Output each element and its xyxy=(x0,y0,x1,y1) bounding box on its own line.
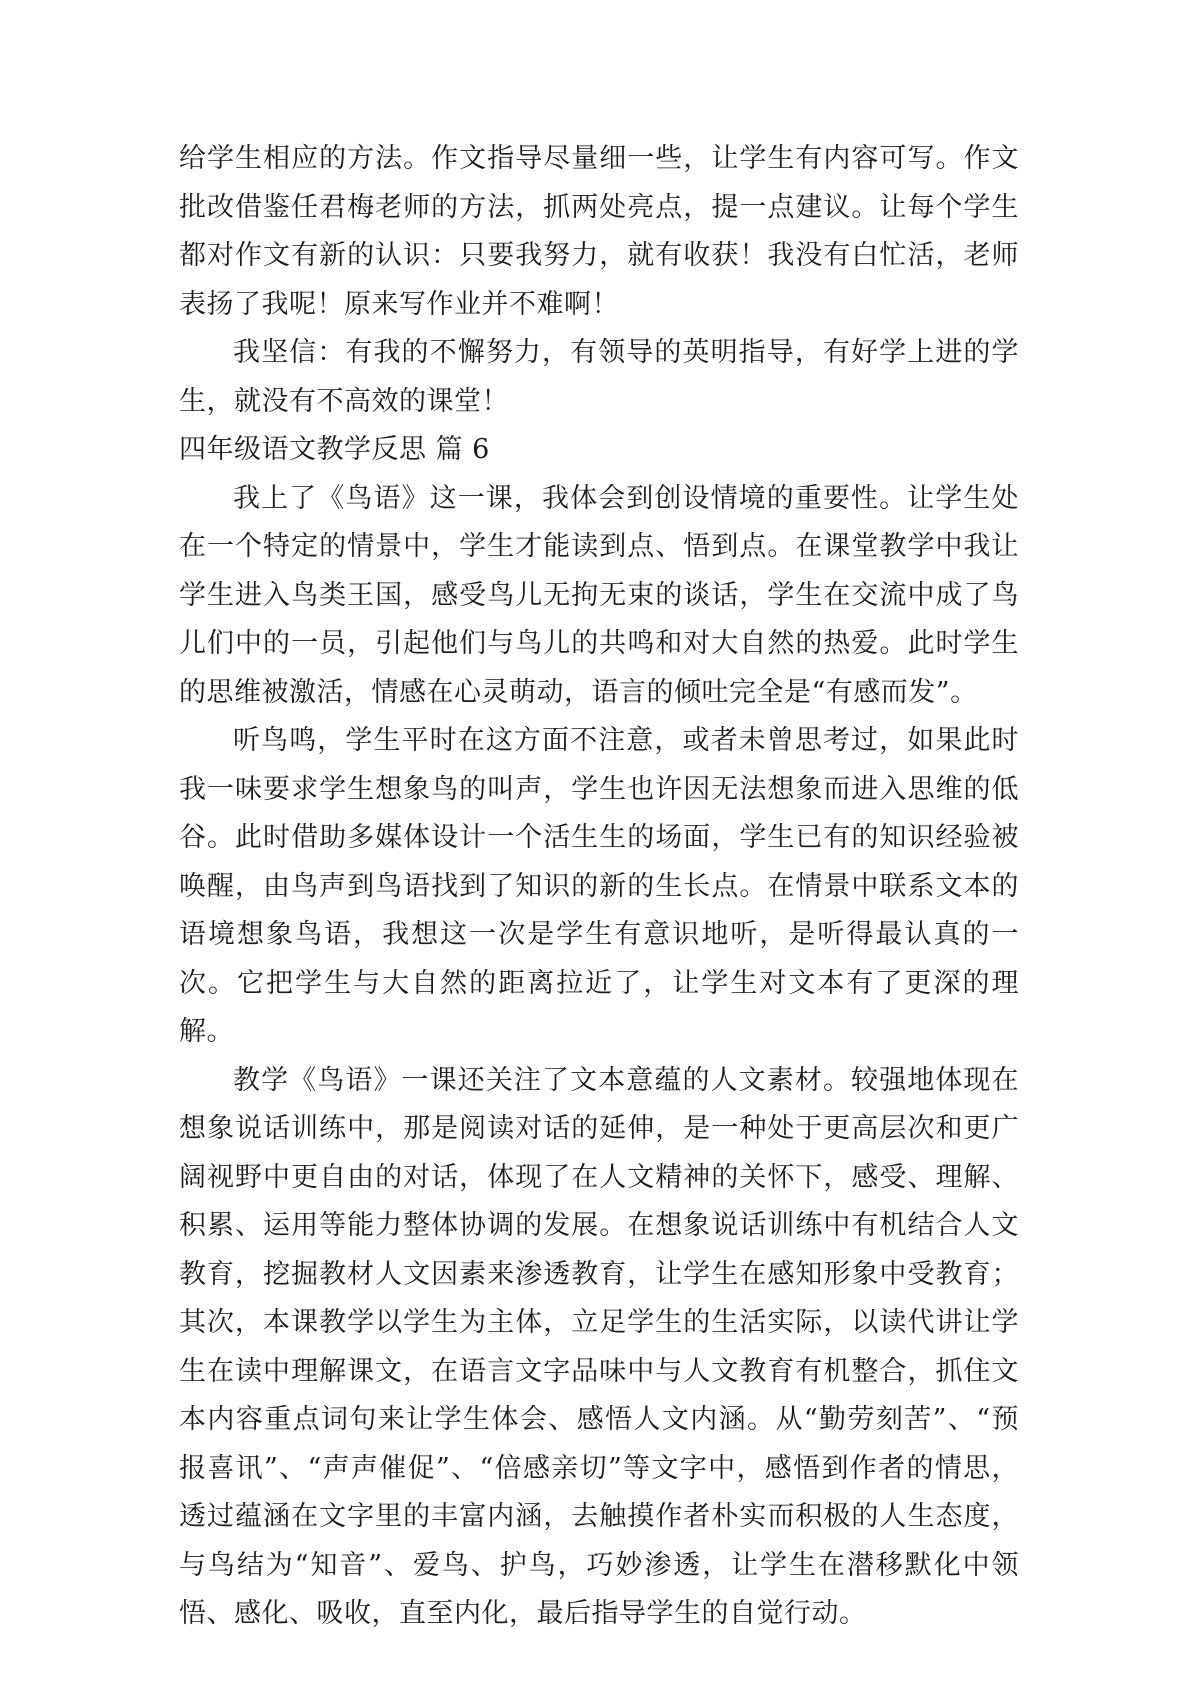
document-body xyxy=(179,135,1019,1639)
closing-paragraph: 我坚信：有我的不懈努力，有领导的英明指导，有好学上进的学生，就没有不高效的课堂！ xyxy=(179,337,1019,417)
continuation-paragraph: 给学生相应的方法。作文指导尽量细一些，让学生有内容可写。作文批改借鉴任君梅老师的方法，抓两处亮点，提一点建议。让每个学生都对作文有新的认识：只要我努力，就有收获！我没有白忙活，老师表扬了我呢！原来写作业并不难啊！ xyxy=(179,143,1019,320)
section-heading: 四年级语文教学反思 篇 6 xyxy=(179,434,490,465)
section-paragraph-2: 听鸟鸣，学生平时在这方面不注意，或者未曾思考过，如果此时我一味要求学生想象鸟的叫声，学生也许因无法想象而进入思维的低谷。此时借助多媒体设计一个活生生的场面，学生已有的知识经验被唤醒，由鸟声到鸟语找到了知识的新的生长点。在情景中联系文本的语境想象鸟语，我想这一次是学生有意识地听，是听得最认真的一次。它把学生与大自然的距离拉近了，让学生对文本有了更深的理解。 xyxy=(179,725,1019,1047)
section-paragraph-1: 我上了《鸟语》这一课，我体会到创设情境的重要性。让学生处在一个特定的情景中，学生才能读到点、悟到点。在课堂教学中我让学生进入鸟类王国，感受鸟儿无拘无束的谈话，学生在交流中成了鸟儿们中的一员，引起他们与鸟儿的共鸣和对大自然的热爱。此时学生的思维被激活，情感在心灵萌动，语言的倾吐完全是“有感而发”。 xyxy=(179,482,1019,708)
section-paragraph-3: 教学《鸟语》一课还关注了文本意蕴的人文素材。较强地体现在想象说话训练中，那是阅读对话的延伸，是一种处于更高层次和更广阔视野中更自由的对话，体现了在人文精神的关怀下，感受、理解、积累、运用等能力整体协调的发展。在想象说话训练中有机结合人文教育，挖掘教材人文因素来渗透教育，让学生在感知形象中受教育；其次，本课教学以学生为主体，立足学生的生活实际，以读代讲让学生在读中理解课文，在语言文字品味中与人文教育有机整合，抓住文本内容重点词句来让学生体会、感悟人文内涵。从“勤劳刻苦”、“预报喜讯”、“声声催促”、“倍感亲切”等文字中，感悟到作者的情思，透过蕴涵在文字里的丰富内涵，去触摸作者朴实而积极的人生态度，与鸟结为“知音”、爱鸟、护鸟，巧妙渗透，让学生在潜移默化中领悟、感化、吸收，直至内化，最后指导学生的自觉行动。 xyxy=(179,1064,1019,1629)
